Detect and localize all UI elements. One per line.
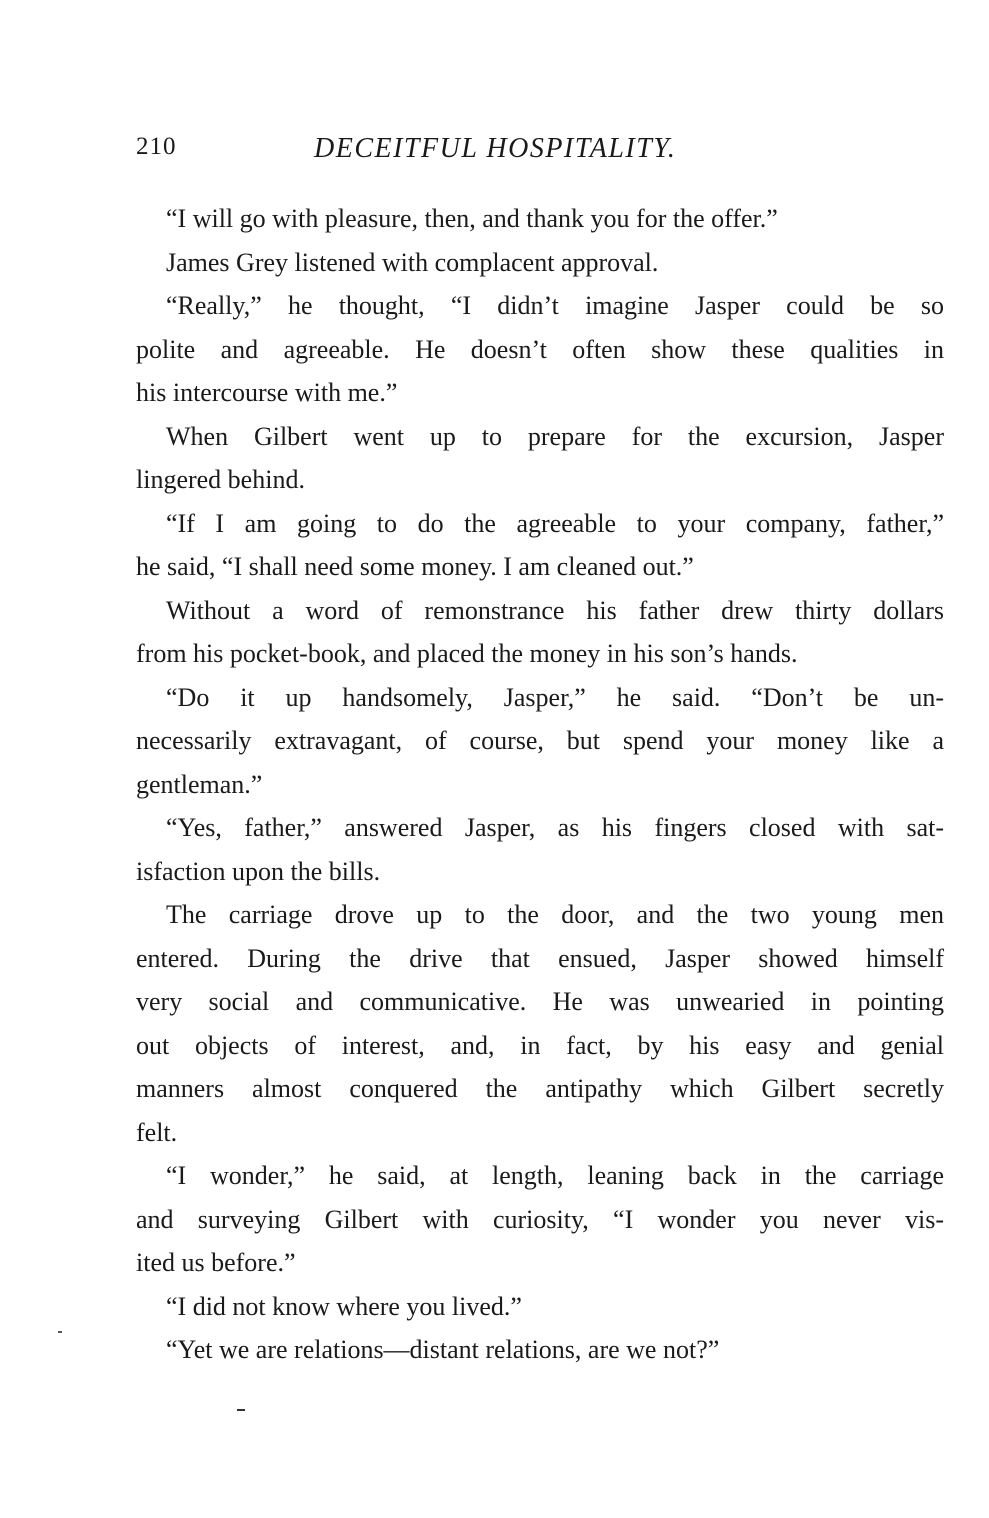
text-line: lingered behind. — [136, 465, 305, 494]
text-line: he said, “I shall need some money. I am cleaned out.” — [136, 552, 694, 581]
paragraph — [136, 676, 944, 807]
text-line: entered. During the drive that ensued, Jasper showed himself — [136, 943, 944, 973]
running-title: DECEITFUL HOSPITALITY. — [314, 133, 677, 164]
paragraph — [136, 806, 944, 893]
text-line: “Yes, father,” answered Jasper, as his fingers closed with sat- — [166, 813, 944, 842]
text-line: felt. — [136, 1117, 178, 1147]
text-line: “Yet we are relations—distant relations, are we not?” — [166, 1335, 720, 1364]
paragraph — [136, 197, 944, 241]
text-line: from his pocket-book, and placed the money in his son’s hands. — [136, 639, 798, 668]
paragraph — [136, 415, 944, 502]
page-header — [136, 133, 944, 169]
text-line: “I did not know where you lived.” — [166, 1291, 522, 1321]
text-line: James Grey listened with complacent approval. — [166, 247, 659, 277]
text-line: “Really,” he thought, “I didn’t imagine Jasper could be so — [166, 291, 944, 320]
text-line: “I will go with pleasure, then, and thank you for the offer.” — [166, 204, 778, 233]
text-line: necessarily extravagant, of course, but spend your money like a — [136, 726, 944, 755]
paragraph — [136, 589, 944, 676]
paragraph — [136, 1328, 944, 1372]
text-line: gentleman.” — [136, 769, 263, 799]
paragraph — [136, 1154, 944, 1285]
page-number: 210 — [136, 133, 177, 160]
text-line: his intercourse with me.” — [136, 378, 398, 407]
text-line: Without a word of remonstrance his father drew thirty dollars — [166, 595, 944, 625]
body-text — [136, 197, 944, 1372]
text-line: “If I am going to do the agreeable to your company, father,” — [166, 508, 944, 538]
text-line: ited us before.” — [136, 1248, 296, 1277]
text-line: manners almost conquered the antipathy which Gilbert secretly — [136, 1074, 944, 1103]
paragraph — [136, 893, 944, 1154]
text-line: and surveying Gilbert with curiosity, “I wonder you never vis- — [136, 1204, 944, 1234]
paragraph — [136, 284, 944, 415]
text-line: polite and agreeable. He doesn’t often show these qualities in — [136, 334, 944, 364]
text-line: “Do it up handsomely, Jasper,” he said. “Don’t be un- — [166, 682, 944, 712]
text-line: “I wonder,” he said, at length, leaning back in the carriage — [166, 1161, 944, 1190]
ink-mark — [58, 1331, 62, 1333]
text-line: out objects of interest, and, in fact, by his easy and genial — [136, 1030, 944, 1060]
paragraph — [136, 502, 944, 589]
paragraph — [136, 1285, 944, 1329]
paragraph — [136, 241, 944, 285]
text-line: very social and communicative. He was unwearied in pointing — [136, 987, 944, 1016]
ink-mark — [237, 1409, 245, 1411]
text-line: The carriage drove up to the door, and the two young men — [166, 900, 944, 929]
text-line: When Gilbert went up to prepare for the excursion, Jasper — [166, 421, 944, 451]
text-line: isfaction upon the bills. — [136, 856, 381, 886]
